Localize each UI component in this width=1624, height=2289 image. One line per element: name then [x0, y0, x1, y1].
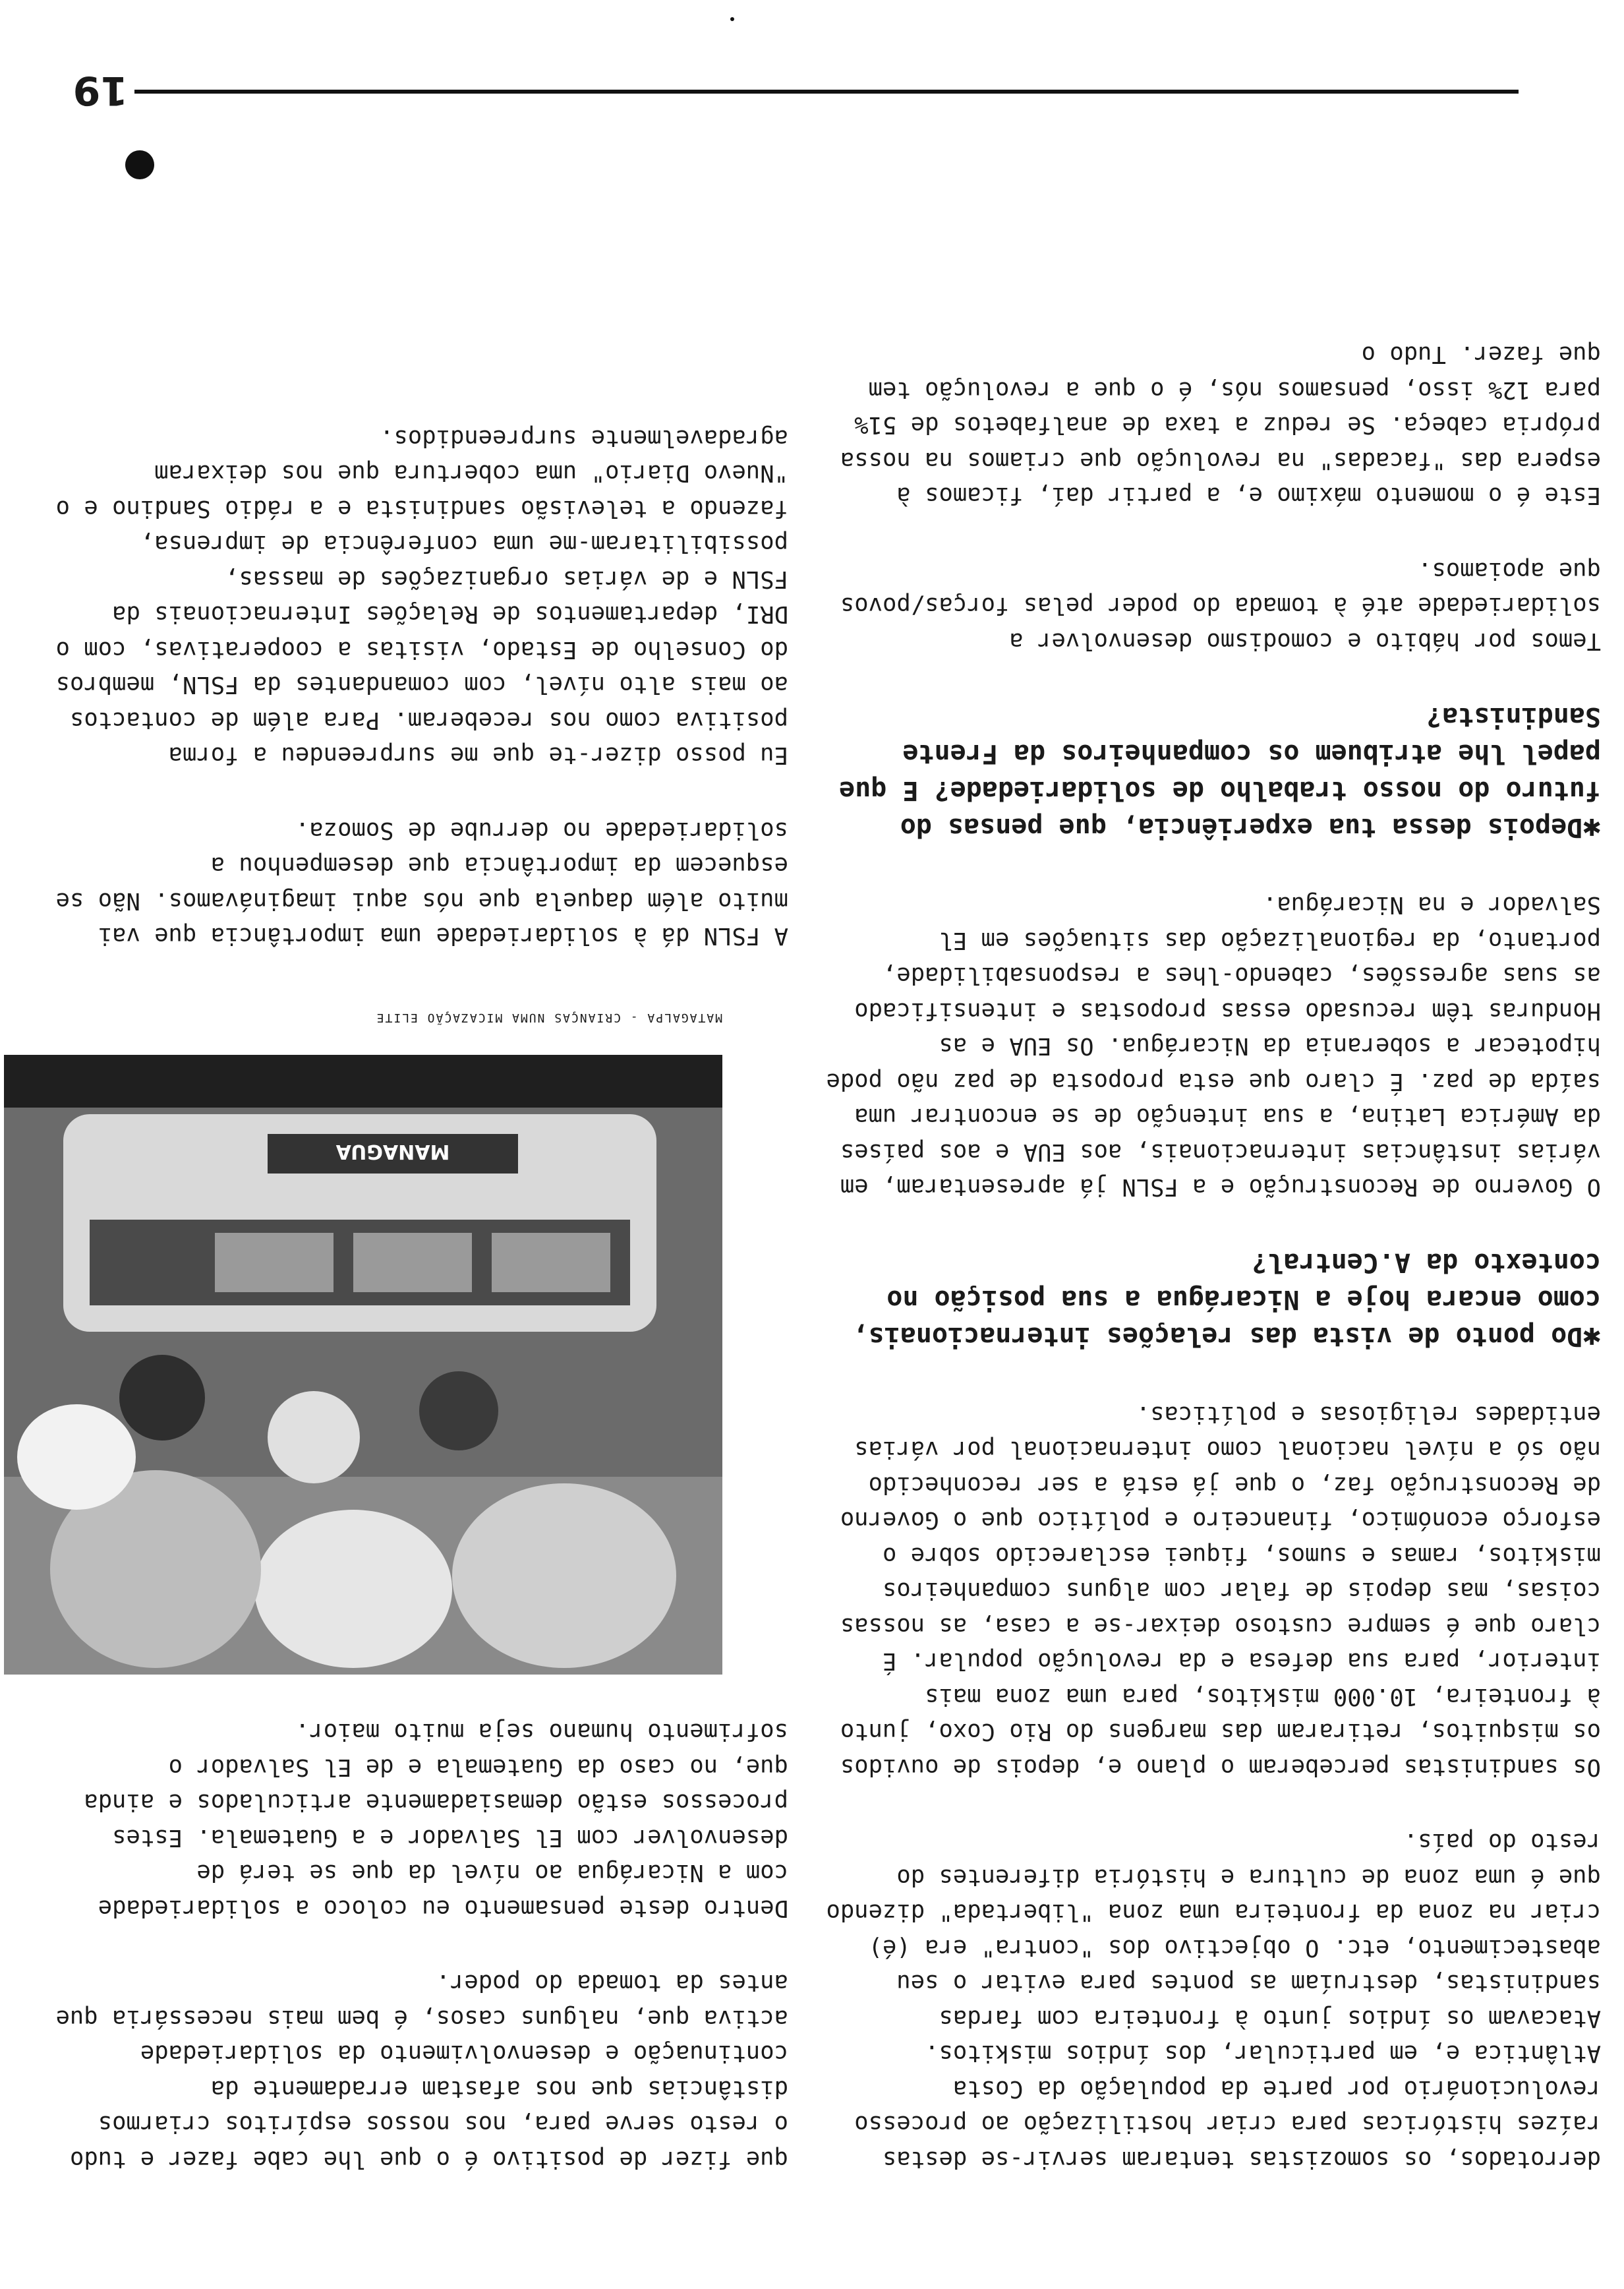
asterisk-icon: ✱: [1582, 1321, 1601, 1357]
paragraph: Os sandinistas perceberam o plano e, depois de ouvidos os misquitos, retiraram das margens do Rio Coxo, junto à fronteira, 10.000 miskitos, para uma zona mais interior, para sua defesa e da revolução popular. É claro que é sempre custoso deixar-se a casa, as nossas coisas, mas depois de falar com alguns companheiros miskitos, ramas e sumos, fiquei esclarecido sobre o esforço económico, financeiro e político que o Governo de Reconstrução faz, o que já está a ser reconhecido não só a nível nacional como internacional por várias entidades religiosas e políticas.: [826, 1401, 1601, 1781]
paragraph: que fizer de positivo é o que lhe cabe fazer e tudo o resto serve para, nos nossos espíritos criarmos distâncias que nos afastam erradamente da continuação e desenvolvimento da solidariedade activa que, nalguns casos, é bem mais necessária que antes da tomada do poder.: [42, 1969, 788, 2173]
paragraph: A FSLN dá à solidariedade uma importância que vai muito além daquela que nós aqui imaginávamos. Não se esquecem da importância que desempenhou a solidariedade no derrube de Somoza.: [42, 817, 788, 950]
paragraph: Este é o momento máximo e, a partir daí, ficamos à espera das "facadas" na revolução que criamos na nossa própria cabeça. Se reduz a taxa de analfabetos de 51% para 12% isso, pensamos nós, é o que a revolução tem que fazer. Tudo o: [826, 341, 1601, 510]
paragraph: O Governo de Reconstrução e a FSLN já apresentaram, em várias instâncias internacionais, aos EUA e aos países da América Latina, a sua intenção de se encontrar uma saída de paz. É claro que esta proposta de paz não pode hipotecar a soberania da Nicarágua. Os EUA e as Honduras têm recusado essas propostas e intensificado as suas agressões, cabendo-lhes a responsabilidade, portanto, da regionalização das situações em El Salvador e na Nicarágua.: [812, 891, 1601, 1201]
question-text: Do ponto de vista das relações internacionais, como encara hoje a Nicarágua a sua posição no contexto da A.Central?: [836, 1247, 1601, 1352]
paragraph: Eu posso dizer-te que me surpreendeu a forma positiva como nos receberam. Para além de contactos ao mais alto nível, com comandantes da FSLN, membros do Conselho de Estado, visitas a cooperativas, com o DRI, departamentos de Relações Internacionais da FSLN e de várias organizações de massas, possibilitaram-me uma conferência de imprensa, fazendo a televisão sandinista e a rádio Sandino e o "Nuevo Diario" uma cobertura que nos deixaram agradavelmente surpreendidos.: [42, 425, 788, 769]
paragraph: derrotados, os somozistas tentaram servir-se destas raízes históricas para criar hostilização ao processo revolucionário por parte da população da Costa Atlântica e, em particular, dos índios miskitos. Atacavam os índios junto à fronteira com fardas sandinistas, destruíam as pontes para evitar o seu abastecimento, etc. O objectivo dos "contra" era (é) criar na zona da fronteira uma zona "libertada" dizendo que é uma zona de cultura e história diferentes do resto do país.: [812, 1828, 1601, 2173]
left-column: [812, 297, 1601, 2177]
dot-mark-icon: [730, 17, 734, 21]
asterisk-icon: ✱: [1582, 812, 1601, 847]
interview-question: [823, 1245, 1601, 1357]
paragraph: Dentro deste pensamento eu coloco a solidariedade com a Nicarágua ao nível da que se terá de desenvolver com El Salvador e a Guatemala. Estes processos estão demasiadamente articulados e ainda que, no caso da Guatemala e de El Salvador o sofrimento humano seja muito maior.: [69, 1718, 788, 1922]
photo-illustration: [4, 1055, 722, 1675]
right-column: [44, 381, 788, 2178]
interview-question: [823, 698, 1601, 848]
photo-children-on-bus: [4, 1055, 722, 1675]
end-bullet-icon: [125, 150, 154, 179]
bus-sign-text: MANAGUA: [335, 1140, 450, 1163]
question-text: Depois dessa tua experiência, que pensas do futuro do nosso trabalho de solidariedade? E que papel lhe atribuem os companheiros da Frente Sandinista?: [823, 701, 1601, 843]
page-number: 19: [72, 67, 128, 113]
header-rule: [134, 90, 1519, 94]
photo-caption: MATAGALPA - CRIANÇAS NUMA MICAZAÇÃO ELITE: [375, 1011, 722, 1025]
paragraph: Temos por hábito e comodismo desenvolver a solidariedade até à tomada do poder pelas forças/povos que apoiamos.: [826, 557, 1601, 655]
